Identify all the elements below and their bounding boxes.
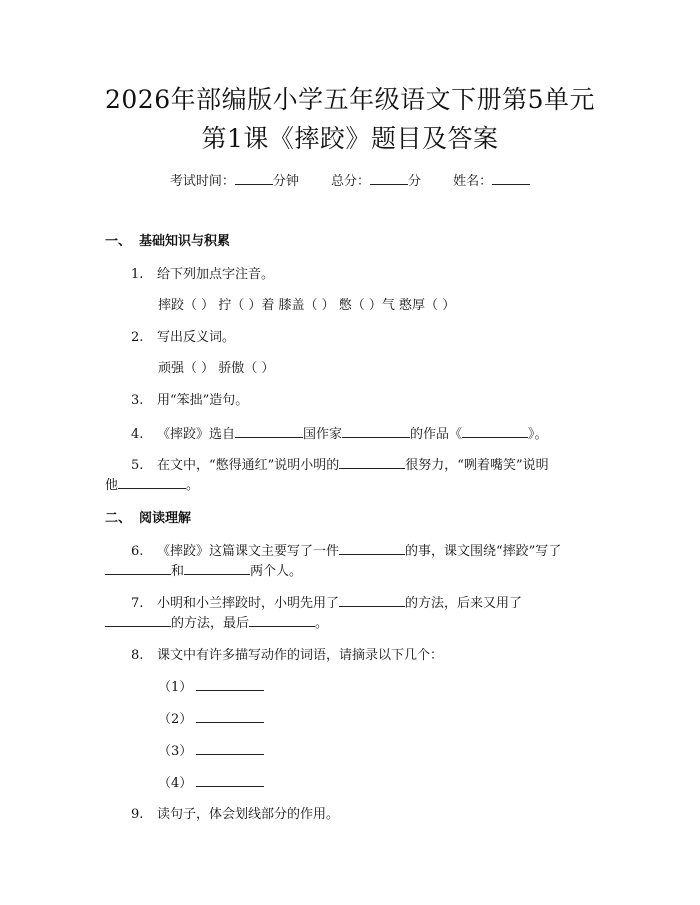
question-4 (131, 423, 548, 442)
question-6 (131, 540, 561, 559)
time-field (170, 174, 303, 189)
answer-blank[interactable] (105, 614, 171, 627)
question-8-item (158, 676, 264, 695)
time-label: 考试时间： (169, 174, 235, 189)
question-5-continued (105, 474, 199, 493)
score-label: 总分： (330, 174, 370, 189)
name-field (453, 174, 530, 189)
question-2 (131, 326, 235, 345)
answer-blank[interactable] (339, 594, 405, 607)
question-text: 国作家 (303, 427, 343, 442)
title-line-2: 第1课《摔跤》题目及答案 (201, 124, 499, 153)
question-number: 6. (131, 544, 144, 559)
question-text: 给下列加点字注音。 (157, 267, 275, 282)
question-6-continued (105, 560, 302, 579)
question-text: 》。 (528, 427, 548, 442)
question-8 (131, 644, 443, 663)
question-text: 读句子，体会划线部分的作用。 (157, 807, 340, 822)
item-label: （3） (158, 744, 193, 759)
answer-blank[interactable] (249, 614, 315, 627)
name-label: 姓名： (453, 174, 493, 189)
question-number: 4. (131, 427, 144, 442)
question-9 (131, 803, 339, 822)
question-text: 的事，课文围绕“摔跤”写了 (405, 544, 562, 559)
score-blank[interactable] (370, 172, 408, 185)
question-number: 8. (131, 648, 144, 663)
answer-blank[interactable] (339, 456, 405, 469)
section-heading-1 (105, 230, 230, 249)
score-field (331, 174, 425, 189)
question-text: 的方法，最后 (171, 616, 250, 631)
question-text: 和 (171, 564, 185, 579)
answer-blank[interactable] (342, 425, 410, 438)
item-label: （4） (158, 776, 193, 791)
question-5 (131, 454, 549, 473)
section-title: 阅读理解 (139, 511, 192, 526)
item-label: （1） (158, 680, 193, 695)
question-text: 在文中，“憋得通红”说明小明的 (157, 458, 340, 473)
answer-blank[interactable] (196, 678, 264, 691)
score-unit: 分 (408, 174, 422, 189)
question-8-item (158, 772, 264, 791)
answer-blank[interactable] (235, 425, 303, 438)
question-number: 2. (131, 330, 144, 345)
question-text: 课文中有许多描写动作的词语，请摘录以下几个： (157, 648, 444, 663)
answer-blank[interactable] (105, 562, 171, 575)
exam-meta (0, 170, 700, 189)
time-blank[interactable] (235, 172, 273, 185)
answer-blank[interactable] (462, 425, 528, 438)
section-number: 二、 (105, 511, 132, 526)
name-blank[interactable] (492, 172, 530, 185)
section-heading-2 (105, 507, 191, 526)
question-text: 的作品《 (410, 427, 463, 442)
title-line-1: 2026年部编版小学五年级语文下册第5单元 (104, 85, 596, 114)
question-7-continued (105, 612, 328, 631)
question-text: 的方法，后来又用了 (405, 596, 523, 611)
question-number: 5. (131, 458, 144, 473)
question-number: 1. (131, 267, 144, 282)
question-8-item (158, 708, 264, 727)
question-1 (131, 263, 274, 282)
question-text: 很努力，“咧着嘴笑”说明 (405, 458, 549, 473)
question-number: 3. (131, 393, 144, 408)
question-2-items: 顽强（ ） 骄傲（ ） (158, 361, 275, 376)
answer-blank[interactable] (196, 710, 264, 723)
answer-blank[interactable] (196, 742, 264, 755)
question-7 (131, 592, 522, 611)
question-number: 9. (131, 807, 144, 822)
question-text: 他 (105, 478, 119, 493)
answer-blank[interactable] (339, 542, 405, 555)
answer-blank[interactable] (118, 476, 186, 489)
question-8-item (158, 740, 264, 759)
section-number: 一、 (105, 234, 132, 249)
section-title: 基础知识与积累 (139, 234, 231, 249)
question-number: 7. (131, 596, 144, 611)
question-3 (131, 389, 248, 408)
question-text: 两个人。 (250, 564, 303, 579)
question-text: 《摔跤》选自 (157, 427, 236, 442)
question-text: 。 (186, 478, 200, 493)
time-unit: 分钟 (272, 174, 299, 189)
item-label: （2） (158, 712, 193, 727)
answer-blank[interactable] (196, 774, 264, 787)
question-text: 。 (315, 616, 329, 631)
question-text: 小明和小兰摔跤时，小明先用了 (157, 596, 340, 611)
question-text: 写出反义词。 (157, 330, 236, 345)
question-1-items: 摔跤（ ） 拧（ ）着 膝盖（ ） 憋（ ）气 憨厚（ ） (158, 298, 456, 313)
question-text: 用“笨拙”造句。 (157, 393, 249, 408)
answer-blank[interactable] (184, 562, 250, 575)
question-text: 《摔跤》这篇课文主要写了一件 (157, 544, 340, 559)
